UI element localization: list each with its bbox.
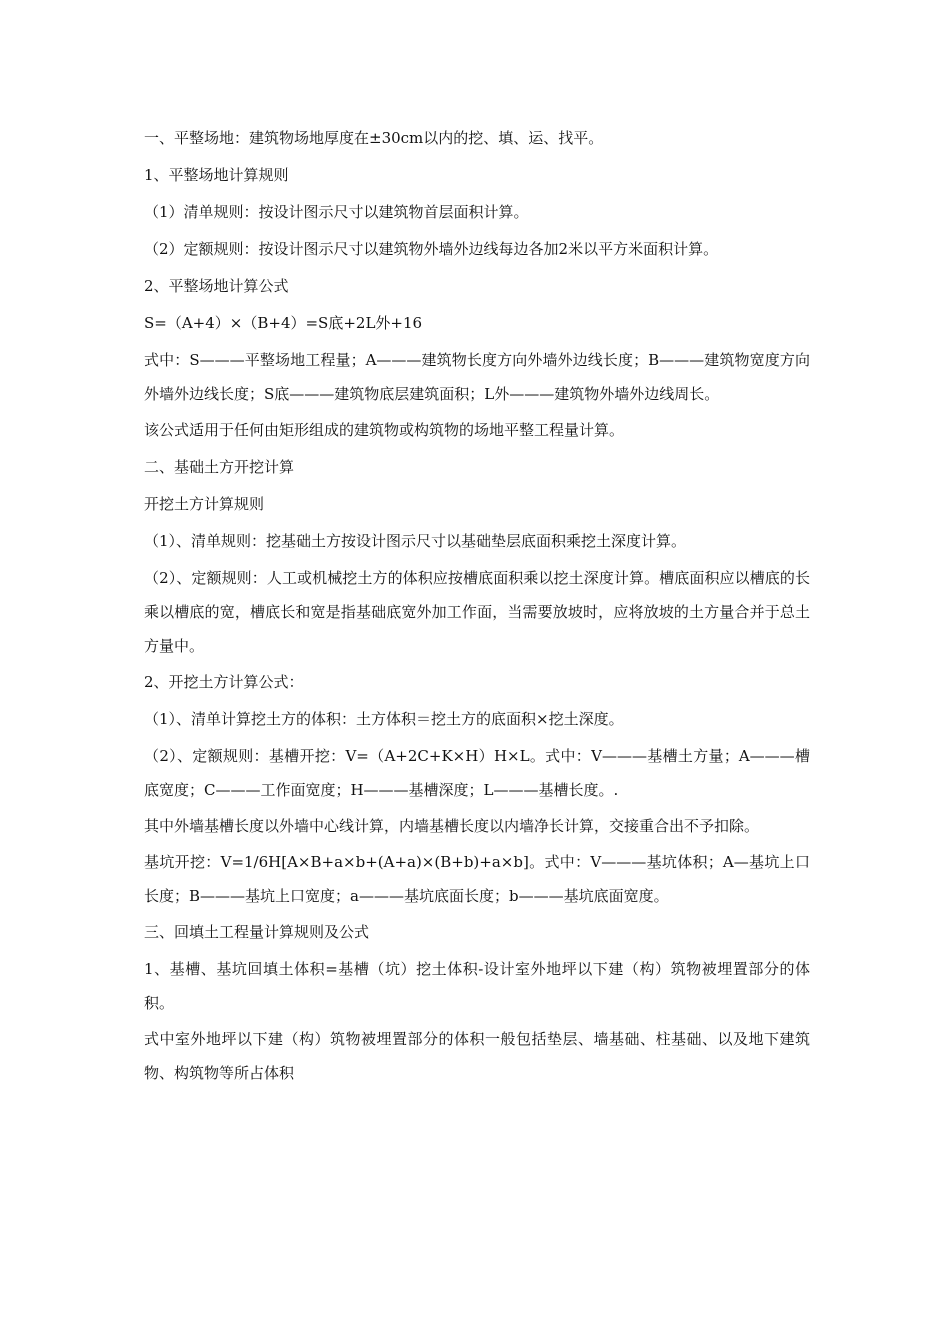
list-rule: （1）清单规则：按设计图示尺寸以建筑物首层面积计算。	[144, 203, 529, 221]
trench-formula: （2）、定额规则：基槽开挖：V=（A+2C+K×H）H×L。式中：V———基槽土方量；A———槽底宽度；C———工作面宽度；H———基槽深度；L———基槽长度。.	[144, 747, 810, 799]
pit-formula: 基坑开挖：V=1/6H[A×B+a×b+(A+a)×(B+b)+a×b]。式中：V———基坑体积；A—基坑上口长度；B———基坑上口宽度；a———基坑底面长度；b———基坑底面宽度。	[144, 853, 810, 905]
formula: S=（A+4）×（B+4）=S底+2L外+16	[144, 314, 423, 332]
excavation-quota-rule: （2）、定额规则：人工或机械挖土方的体积应按槽底面积乘以挖土深度计算。槽底面积应以槽底的长乘以槽底的宽，槽底长和宽是指基础底宽外加工作面，当需要放坡时，应将放坡的土方量合并于总土方量中。	[144, 569, 810, 655]
formula-explanation: 式中：S———平整场地工程量；A———建筑物长度方向外墙外边线长度；B———建筑物宽度方向外墙外边线长度；S底———建筑物底层建筑面积；L外———建筑物外墙外边线周长。	[144, 351, 810, 403]
excavation-rule-heading: 开挖土方计算规则	[144, 495, 265, 513]
backfill-note: 式中室外地坪以下建（构）筑物被埋置部分的体积一般包括垫层、墙基础、柱基础、以及地下建筑物、构筑物等所占体积	[144, 1030, 810, 1082]
excavation-formula-heading: 2、开挖土方计算公式：	[144, 673, 304, 691]
quota-rule: （2）定额规则：按设计图示尺寸以建筑物外墙外边线每边各加2米以平方米面积计算。	[144, 240, 719, 258]
backfill-formula: 1、基槽、基坑回填土体积=基槽（坑）挖土体积-设计室外地坪以下建（构）筑物被埋置部分的体积。	[144, 960, 810, 1012]
formula-note: 该公式适用于任何由矩形组成的建筑物或构筑物的场地平整工程量计算。	[144, 421, 625, 439]
excavation-list-rule: （1）、清单规则：挖基础土方按设计图示尺寸以基础垫层底面积乘挖土深度计算。	[144, 532, 687, 550]
section-3-heading: 三、回填土工程量计算规则及公式	[144, 923, 370, 941]
section-1-heading: 一、平整场地：建筑物场地厚度在±30cm以内的挖、填、运、找平。	[144, 129, 604, 147]
document-page	[144, 124, 810, 1095]
formula-heading: 2、平整场地计算公式	[144, 277, 289, 295]
rule-heading: 1、平整场地计算规则	[144, 166, 289, 184]
excavation-list-formula: （1）、清单计算挖土方的体积：土方体积＝挖土方的底面积×挖土深度。	[144, 710, 624, 728]
section-2-heading: 二、基础土方开挖计算	[144, 458, 295, 476]
trench-length-note: 其中外墙基槽长度以外墙中心线计算，内墙基槽长度以内墙净长计算，交接重合出不予扣除。	[144, 817, 760, 835]
